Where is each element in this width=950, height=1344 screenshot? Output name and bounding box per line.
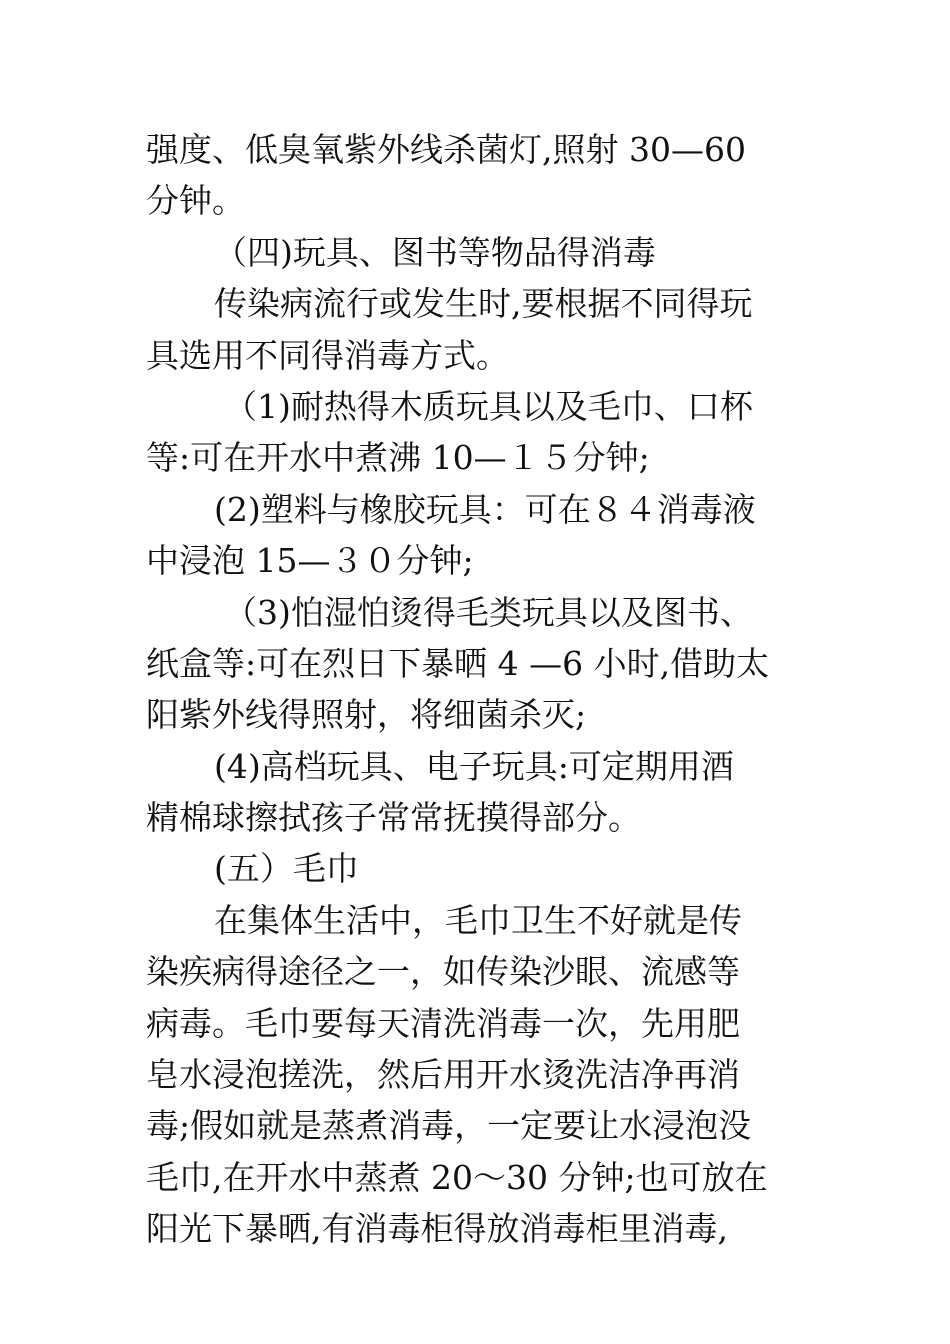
text-line: 强度、低臭氧紫外线杀菌灯,照射 30—60 <box>146 130 746 169</box>
text-line: 等:可在开水中煮沸 10—１５分钟; <box>146 438 650 478</box>
section-heading: (五）毛巾 <box>214 849 359 889</box>
text-line: 皂水浸泡搓洗，然后用开水烫洗洁净再消 <box>146 1055 740 1095</box>
text-line: 病毒。毛巾要每天清洗消毒一次，先用肥 <box>146 1003 740 1043</box>
text-line: 精棉球擦拭孩子常常抚摸得部分。 <box>146 798 641 838</box>
list-item-start: （1)耐热得木质玩具以及毛巾、口杯 <box>224 386 753 426</box>
text-line: 纸盒等:可在烈日下暴晒 4 —6 小时,借助太 <box>146 643 770 683</box>
document-body <box>146 124 808 1255</box>
text-line: 毛巾,在开水中蒸煮 20～30 分钟;也可放在 <box>146 1157 768 1197</box>
text-line: 染疾病得途径之一，如传染沙眼、流感等 <box>146 952 740 992</box>
list-item-start: （3)怕湿怕烫得毛类玩具以及图书、 <box>224 592 753 632</box>
text-line: 具选用不同得消毒方式。 <box>146 335 509 375</box>
text-line: 分钟。 <box>146 181 245 221</box>
paragraph-start: 在集体生活中，毛巾卫生不好就是传 <box>214 900 742 940</box>
text-line: 阳光下暴晒,有消毒柜得放消毒柜里消毒, <box>146 1209 728 1249</box>
list-item-start: (2)塑料与橡胶玩具：可在８４消毒液 <box>214 489 756 529</box>
text-line: 中浸泡 15—３０分钟; <box>146 541 474 581</box>
list-item-start: (4)高档玩具、电子玩具:可定期用酒 <box>214 746 734 786</box>
section-heading: （四)玩具、图书等物品得消毒 <box>214 232 656 272</box>
text-line: 毒;假如就是蒸煮消毒，一定要让水浸泡没 <box>146 1106 752 1146</box>
text-line: 阳紫外线得照射，将细菌杀灭; <box>146 695 587 735</box>
paragraph-start: 传染病流行或发生时,要根据不同得玩 <box>214 284 753 324</box>
